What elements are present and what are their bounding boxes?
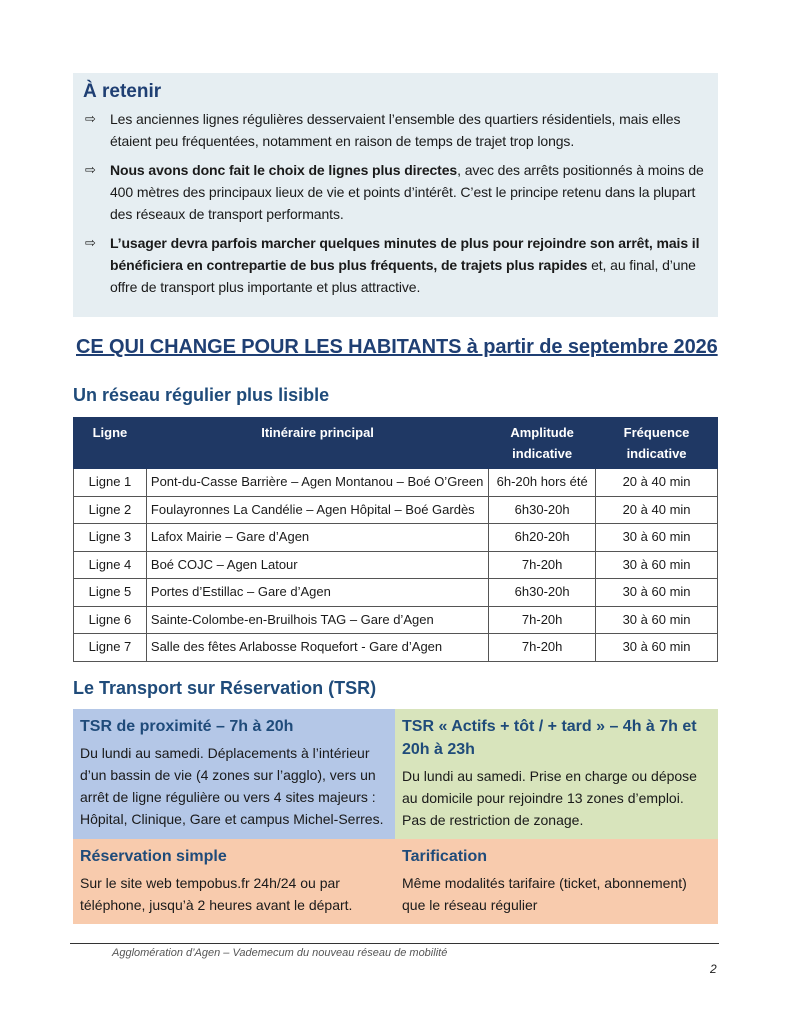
table-header-row — [74, 418, 718, 469]
cell-ligne: Ligne 3 — [74, 524, 147, 552]
bullet-bold: Nous avons donc fait le choix de lignes plus directes — [110, 162, 458, 178]
cell-itineraire: Boé COJC – Agen Latour — [146, 551, 488, 579]
tarification-cell — [395, 839, 718, 924]
cell-amplitude: 6h30-20h — [489, 579, 596, 607]
retenir-box — [73, 73, 718, 317]
cell-itineraire: Salle des fêtes Arlabosse Roquefort - Gare d’Agen — [146, 634, 488, 662]
table-row — [74, 579, 718, 607]
main-title: CE QUI CHANGE POUR LES HABITANTS à partir de septembre 2026 — [76, 336, 718, 358]
reservation-cell — [73, 839, 395, 924]
cell-amplitude: 7h-20h — [489, 606, 596, 634]
table-row — [74, 606, 718, 634]
table-row — [74, 634, 718, 662]
cell-amplitude: 7h-20h — [489, 551, 596, 579]
cell-frequence: 30 à 60 min — [596, 606, 718, 634]
cell-itineraire: Pont-du-Casse Barrière – Agen Montanou – Boé O’Green — [146, 469, 488, 497]
cell-ligne: Ligne 5 — [74, 579, 147, 607]
footer-divider — [70, 943, 719, 944]
cell-ligne: Ligne 4 — [74, 551, 147, 579]
table-row — [74, 551, 718, 579]
tsr-proximite-title: TSR de proximité – 7h à 20h — [80, 718, 294, 735]
retenir-title: À retenir — [83, 81, 162, 102]
cell-amplitude: 6h-20h hors été — [489, 469, 596, 497]
cell-ligne: Ligne 1 — [74, 469, 147, 497]
retenir-bullet — [83, 159, 704, 225]
cell-frequence: 30 à 60 min — [596, 524, 718, 552]
table-body — [74, 469, 718, 662]
tsr-actifs-cell — [395, 709, 718, 839]
lines-table — [73, 417, 718, 662]
cell-ligne: Ligne 2 — [74, 496, 147, 524]
footer-text: Agglomération d’Agen – Vademecum du nouveau réseau de mobilité — [112, 947, 448, 959]
reservation-title: Réservation simple — [80, 848, 227, 865]
table-row — [74, 496, 718, 524]
cell-amplitude: 7h-20h — [489, 634, 596, 662]
tsr-proximite-cell — [73, 709, 395, 839]
cell-itineraire: Sainte-Colombe-en-Bruilhois TAG – Gare d’Agen — [146, 606, 488, 634]
section-title-tsr: Le Transport sur Réservation (TSR) — [73, 678, 377, 698]
cell-frequence: 20 à 40 min — [596, 469, 718, 497]
cell-ligne: Ligne 7 — [74, 634, 147, 662]
tsr-grid — [73, 709, 718, 924]
header-itineraire: Itinéraire principal — [146, 418, 488, 469]
tsr-actifs-text: Du lundi au samedi. Prise en charge ou dépose au domicile pour rejoindre 13 zones d’emploi. Pas de restriction de zonage. — [402, 768, 697, 828]
tsr-actifs-title: TSR « Actifs + tôt / + tard » – 4h à 7h et 20h à 23h — [402, 718, 697, 758]
reservation-text: Sur le site web tempobus.fr 24h/24 ou par téléphone, jusqu’à 2 heures avant le départ. — [80, 875, 353, 913]
retenir-bullet — [83, 108, 704, 152]
tsr-proximite-text: Du lundi au samedi. Déplacements à l’intérieur d’un bassin de vie (4 zones sur l’agglo), vers un arrêt de ligne régulière ou vers 4 sites majeurs : Hôpital, Clinique, Gare et campus Michel-Serres. — [80, 745, 384, 827]
tarification-title: Tarification — [402, 848, 488, 865]
table-row — [74, 524, 718, 552]
cell-ligne: Ligne 6 — [74, 606, 147, 634]
table-row — [74, 469, 718, 497]
bullet-text: , avec des arrêts positionnés à moins de 400 mètres des principaux lieux de vie et points d’intérêt. C’est le principe retenu dans la plupart des réseaux de transport performants. — [110, 162, 704, 222]
header-amplitude: Amplitude indicative — [489, 418, 596, 469]
page-number: 2 — [710, 962, 717, 976]
arrow-right-icon: ⇨ — [85, 235, 96, 250]
cell-amplitude: 6h20-20h — [489, 524, 596, 552]
bullet-bold: L’usager devra parfois marcher quelques minutes de plus pour rejoindre son arrêt, mais il bénéficiera en contrepartie de bus plus fréquents, de trajets plus rapides — [110, 235, 700, 273]
arrow-right-icon: ⇨ — [85, 162, 96, 177]
cell-itineraire: Portes d’Estillac – Gare d’Agen — [146, 579, 488, 607]
cell-frequence: 30 à 60 min — [596, 551, 718, 579]
bullet-text: Les anciennes lignes régulières desservaient l’ensemble des quartiers résidentiels, mais elles étaient peu fréquentées, notamment en raison de temps de trajet trop longs. — [110, 111, 681, 149]
cell-itineraire: Lafox Mairie – Gare d’Agen — [146, 524, 488, 552]
section-title-reseau: Un réseau régulier plus lisible — [73, 385, 330, 405]
cell-frequence: 20 à 40 min — [596, 496, 718, 524]
arrow-right-icon: ⇨ — [85, 111, 96, 126]
cell-amplitude: 6h30-20h — [489, 496, 596, 524]
retenir-bullet — [83, 232, 704, 298]
cell-frequence: 30 à 60 min — [596, 634, 718, 662]
bullet-text: et, au final, d’une offre de transport plus importante et plus attractive. — [110, 257, 696, 295]
tarification-text: Même modalités tarifaire (ticket, abonnement) que le réseau régulier — [402, 875, 687, 913]
cell-itineraire: Foulayronnes La Candélie – Agen Hôpital – Boé Gardès — [146, 496, 488, 524]
header-ligne: Ligne — [74, 418, 147, 469]
header-frequence: Fréquence indicative — [596, 418, 718, 469]
cell-frequence: 30 à 60 min — [596, 579, 718, 607]
